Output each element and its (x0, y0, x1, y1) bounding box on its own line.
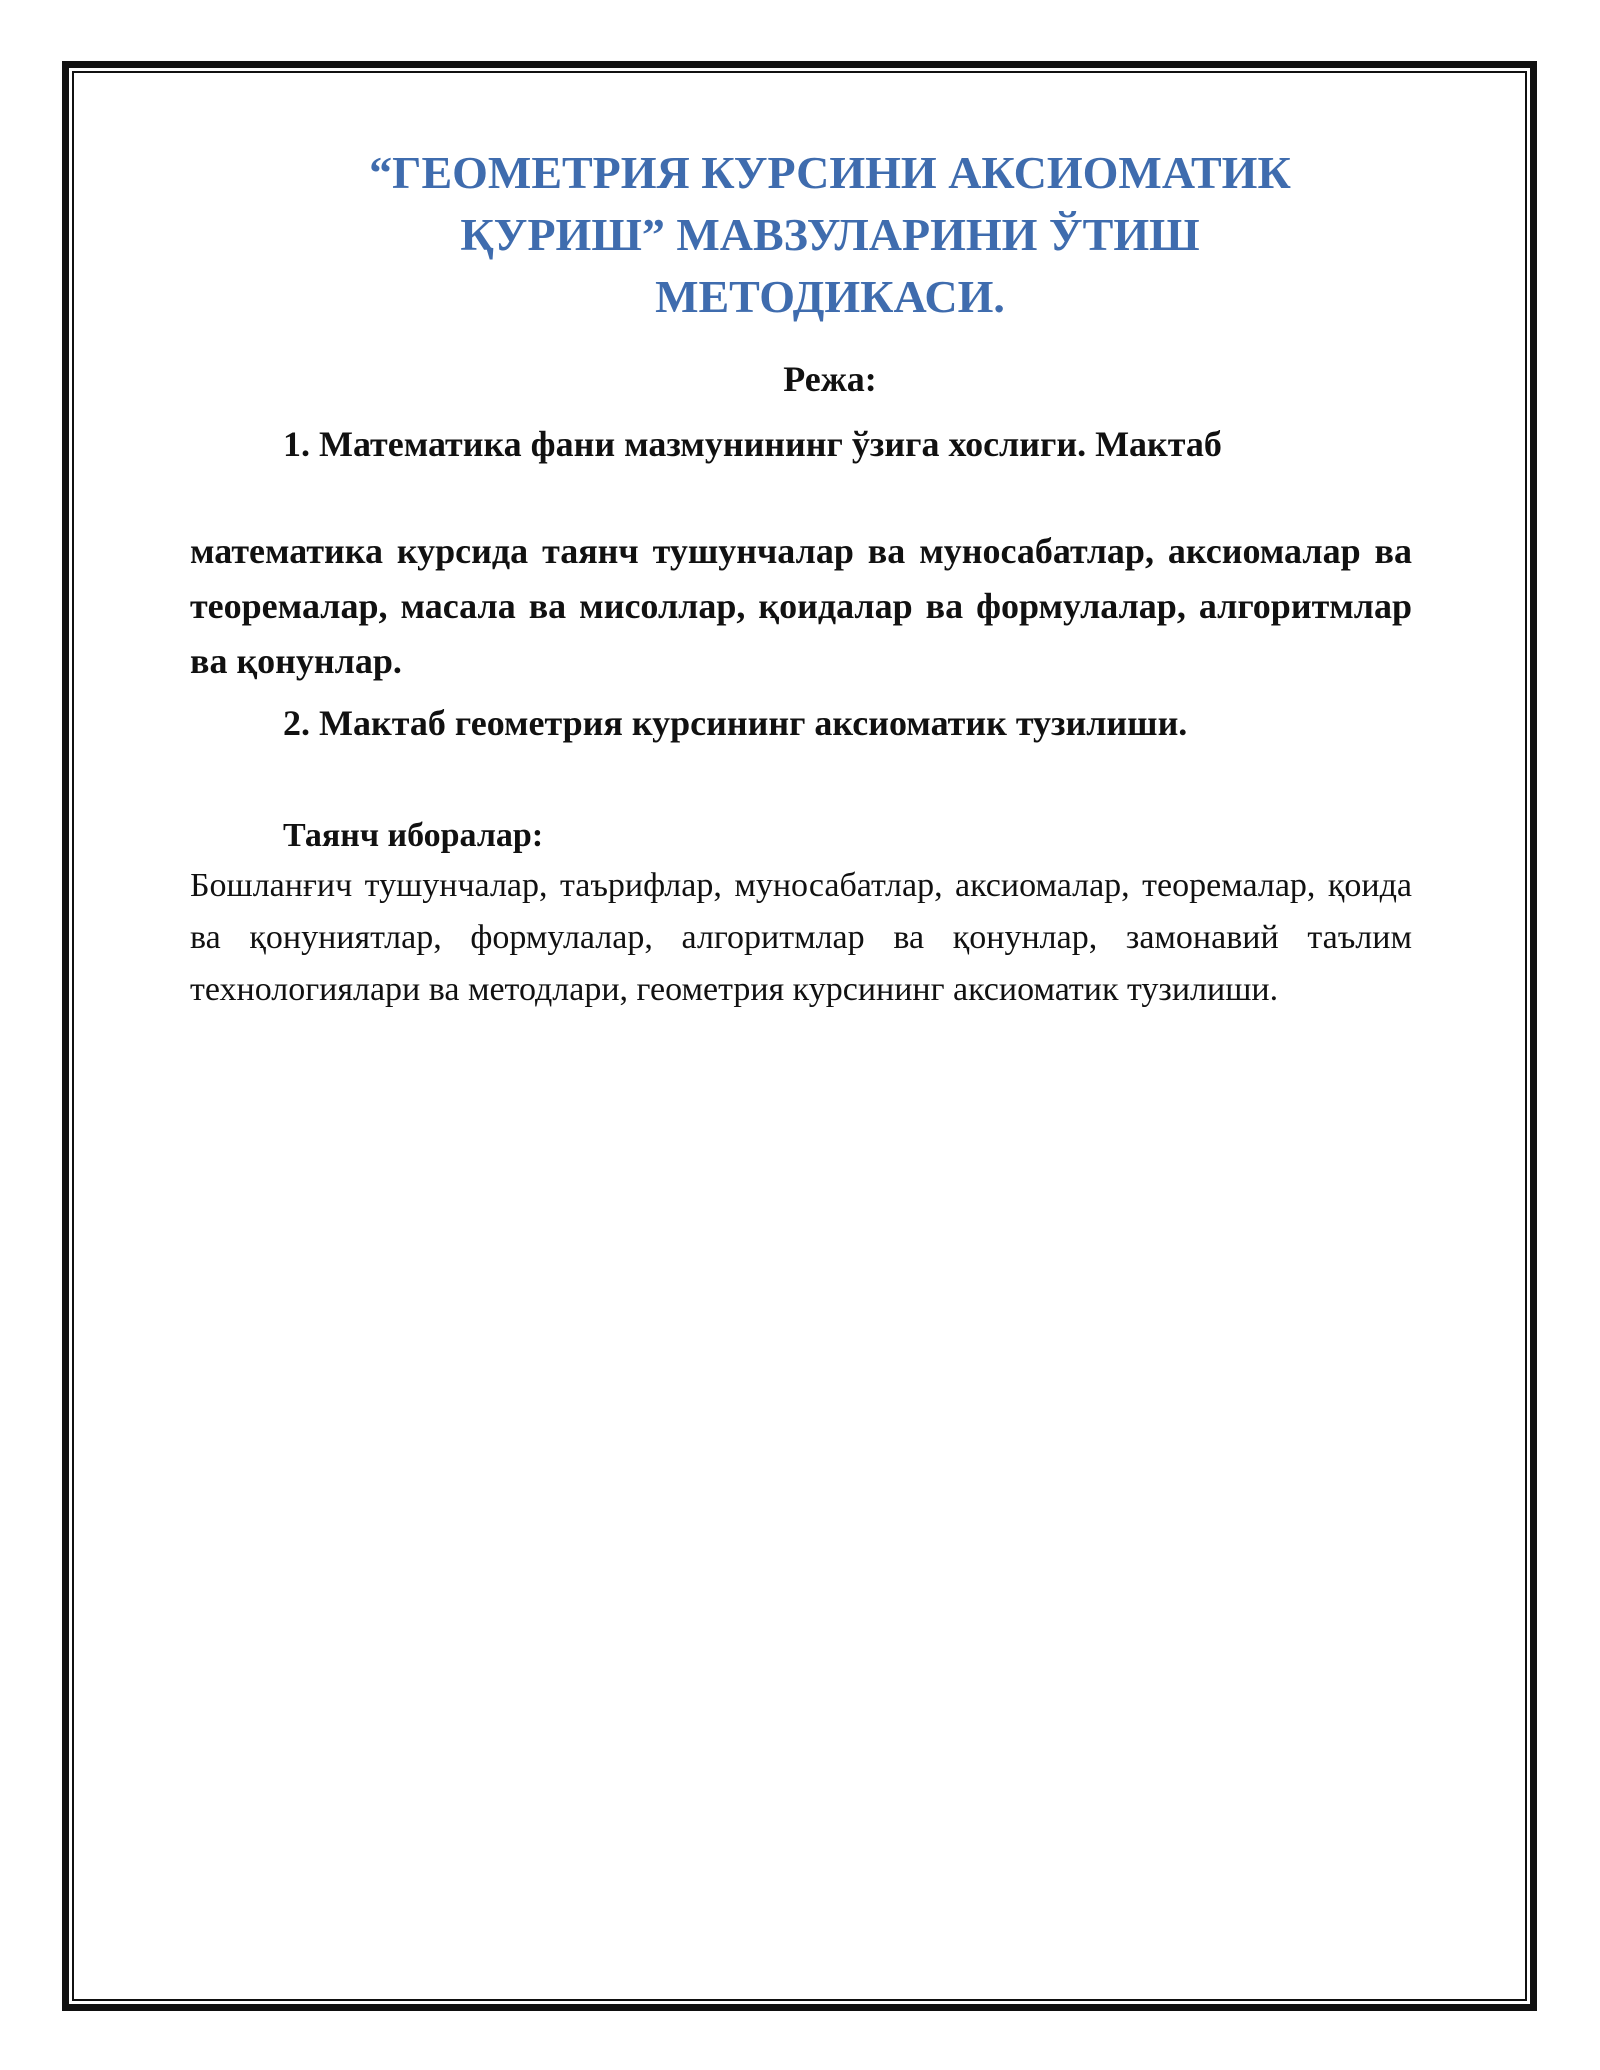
document-title (200, 142, 1460, 328)
plan-item-1-continuation: математика курсида таянч тушунчалар ва муносабатлар, аксиомалар ва теоремалар, масала ва мисоллар, қоидалар ва формулалар, алгоритмлар ва қонунлар. (190, 531, 1412, 681)
keywords-text: Бошланғич тушунчалар, таърифлар, муносабатлар, аксиомалар, теоремалар, қоида ва қонуниятлар, формулалар, алгоритмлар ва қонунлар, замонавий таълим технологиялари ва методлари, геометрия курсининг аксиоматик тузилиши. (190, 867, 1412, 1008)
plan-item-1-first-line: 1. Математика фани мазмунининг ўзига хослиги. Мактаб (283, 424, 1222, 464)
title-line: “ГЕОМЕТРИЯ КУРСИНИ АКСИОМАТИК (369, 147, 1291, 198)
plan-item-2: 2. Мактаб геометрия курсининг аксиоматик тузилиши. (283, 703, 1188, 743)
title-line: МЕТОДИКАСИ. (655, 271, 1005, 322)
plan-heading: Режа: (783, 359, 877, 399)
title-line: ҚУРИШ” МАВЗУЛАРИНИ ЎТИШ (460, 209, 1200, 260)
keywords-heading: Таянч иборалар: (283, 817, 544, 854)
